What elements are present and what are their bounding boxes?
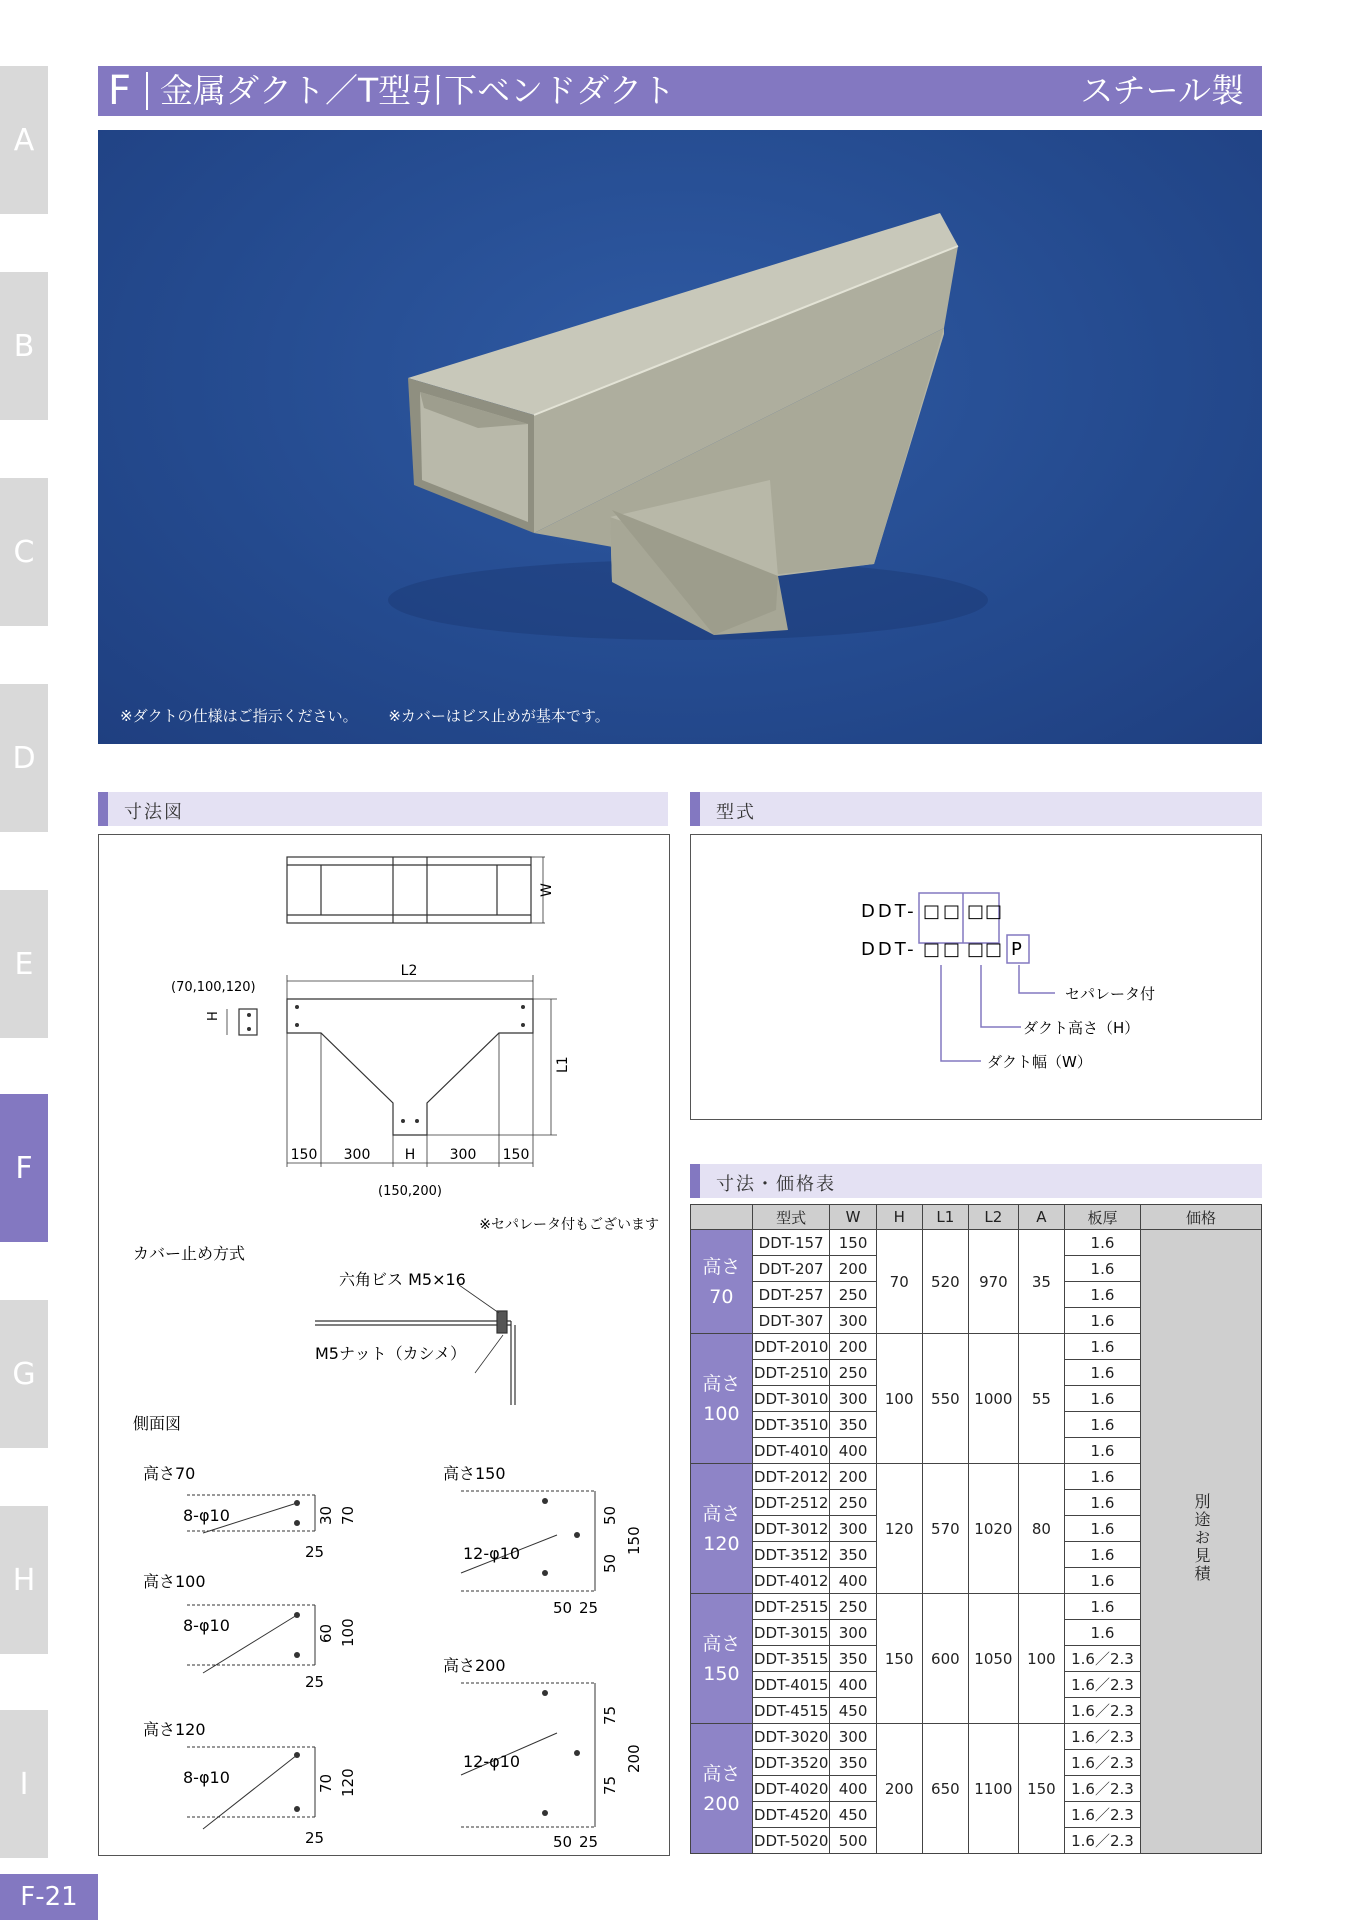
side-200-label: 高さ200 — [443, 1656, 506, 1675]
thickness-cell: 1.6 — [1064, 1490, 1140, 1516]
l2-cell: 1000 — [968, 1334, 1018, 1464]
section-letter: F — [108, 68, 132, 114]
model-cell: DDT-207 — [752, 1256, 830, 1282]
tab-f-label: F — [15, 1150, 33, 1186]
w-dim-label: W — [539, 883, 555, 897]
thickness-cell: 1.6／2.3 — [1064, 1802, 1140, 1828]
w-cell: 200 — [830, 1464, 876, 1490]
w-cell: 400 — [830, 1672, 876, 1698]
thickness-cell: 1.6 — [1064, 1308, 1140, 1334]
w-cell: 450 — [830, 1698, 876, 1724]
dimension-section-title: 寸法図 — [124, 802, 184, 823]
l1-cell: 570 — [922, 1464, 968, 1594]
tab-h-label: H — [12, 1562, 36, 1598]
side-70-offset: 25 — [305, 1543, 325, 1561]
thickness-cell: 1.6 — [1064, 1568, 1140, 1594]
w-cell: 350 — [830, 1646, 876, 1672]
model-cell: DDT-3510 — [752, 1412, 830, 1438]
side-200-holes: 12-φ10 — [463, 1752, 521, 1771]
h-cell: 70 — [876, 1230, 922, 1334]
group-label: 高さ 200 — [691, 1724, 753, 1854]
side-200-dim-a: 75 — [601, 1705, 619, 1725]
tab-d-label: D — [12, 740, 36, 776]
thickness-cell: 1.6 — [1064, 1542, 1140, 1568]
model-cell: DDT-3512 — [752, 1542, 830, 1568]
model-cell: DDT-2512 — [752, 1490, 830, 1516]
w-cell: 150 — [830, 1230, 876, 1256]
side-200-dim-b: 75 — [601, 1775, 619, 1795]
page-number: F-21 — [0, 1874, 98, 1920]
side-100-offset: 25 — [305, 1673, 325, 1691]
thickness-cell: 1.6／2.3 — [1064, 1698, 1140, 1724]
w-cell: 350 — [830, 1412, 876, 1438]
tab-a-label: A — [13, 122, 35, 158]
bottom-dim-1: 150 — [290, 1147, 318, 1163]
side-150-offset-b: 25 — [579, 1599, 599, 1617]
model-line1-box2: □ — [943, 901, 961, 922]
l1-dim-label: L1 — [555, 1056, 571, 1073]
model-cell: DDT-4015 — [752, 1672, 830, 1698]
bottom-dim-3: H — [404, 1147, 416, 1163]
model-cell: DDT-4020 — [752, 1776, 830, 1802]
side-200-offset-a: 50 — [553, 1833, 573, 1851]
group-label: 高さ 150 — [691, 1594, 753, 1724]
side-70-label: 高さ70 — [143, 1464, 196, 1483]
w-cell: 500 — [830, 1828, 876, 1854]
thickness-cell: 1.6 — [1064, 1282, 1140, 1308]
material-label: スチール製 — [1080, 71, 1244, 110]
l1-cell: 600 — [922, 1594, 968, 1724]
thickness-cell: 1.6 — [1064, 1230, 1140, 1256]
model-cell: DDT-2510 — [752, 1360, 830, 1386]
table-section-header — [690, 1164, 1262, 1198]
model-line2-box1: □ — [923, 939, 941, 960]
model-cell: DDT-2012 — [752, 1464, 830, 1490]
h-cell: 150 — [876, 1594, 922, 1724]
model-line1-prefix: DDT- — [861, 901, 917, 922]
model-line1-box1: □ — [923, 901, 941, 922]
cover-method-title: カバー止め方式 — [133, 1244, 246, 1263]
thickness-cell: 1.6／2.3 — [1064, 1828, 1140, 1854]
l2-cell: 970 — [968, 1230, 1018, 1334]
legend-separator: セパレータ付 — [1065, 985, 1156, 1003]
w-cell: 200 — [830, 1256, 876, 1282]
model-cell: DDT-3015 — [752, 1620, 830, 1646]
model-cell: DDT-4515 — [752, 1698, 830, 1724]
model-cell: DDT-3020 — [752, 1724, 830, 1750]
model-cell: DDT-157 — [752, 1230, 830, 1256]
side-150-holes: 12-φ10 — [463, 1544, 521, 1563]
page-title: 金属ダクト／T型引下ベンドダクト — [160, 71, 676, 110]
model-line2-prefix: DDT- — [861, 939, 917, 960]
dimension-section-header — [98, 792, 668, 826]
side-120-holes: 8-φ10 — [183, 1768, 230, 1787]
model-cell: DDT-3515 — [752, 1646, 830, 1672]
l2-cell: 1100 — [968, 1724, 1018, 1854]
thickness-cell: 1.6 — [1064, 1334, 1140, 1360]
table-row — [691, 1230, 1262, 1256]
side-70-dim-b: 70 — [339, 1505, 357, 1525]
side-100-label: 高さ100 — [143, 1572, 206, 1591]
model-section-title: 型式 — [716, 802, 756, 823]
header-l2: L2 — [968, 1205, 1018, 1230]
w-cell: 400 — [830, 1568, 876, 1594]
h-cell: 200 — [876, 1724, 922, 1854]
w-cell: 300 — [830, 1516, 876, 1542]
l2-dim-label: L2 — [400, 963, 418, 979]
thickness-cell: 1.6 — [1064, 1256, 1140, 1282]
screw-label: 六角ビス M5×16 — [339, 1270, 466, 1289]
tab-c[interactable] — [0, 478, 48, 626]
w-cell: 250 — [830, 1594, 876, 1620]
model-cell: DDT-3520 — [752, 1750, 830, 1776]
model-cell: DDT-307 — [752, 1308, 830, 1334]
spec-note: ※ダクトの仕様はご指示ください。 — [120, 707, 358, 725]
thickness-cell: 1.6 — [1064, 1438, 1140, 1464]
w-cell: 300 — [830, 1724, 876, 1750]
side-120-dim-b: 120 — [339, 1768, 357, 1797]
side-100-dim-a: 60 — [317, 1623, 335, 1643]
model-cell: DDT-4010 — [752, 1438, 830, 1464]
w-cell: 400 — [830, 1776, 876, 1802]
thickness-cell: 1.6 — [1064, 1464, 1140, 1490]
w-cell: 450 — [830, 1802, 876, 1828]
side-200-offset-b: 25 — [579, 1833, 599, 1851]
tab-i-label: I — [19, 1766, 29, 1802]
side-150-dim-b: 50 — [601, 1553, 619, 1573]
price-cell — [1140, 1230, 1261, 1854]
tab-f[interactable] — [0, 1094, 48, 1242]
title-bar — [98, 66, 1262, 116]
header-w: W — [830, 1205, 876, 1230]
w-cell: 300 — [830, 1386, 876, 1412]
w-cell: 250 — [830, 1490, 876, 1516]
side-150-dim-c: 150 — [625, 1526, 643, 1555]
duct-illustration — [98, 130, 1262, 744]
tab-b[interactable] — [0, 272, 48, 420]
tab-g-label: G — [12, 1356, 36, 1392]
header-model: 型式 — [752, 1205, 830, 1230]
w-cell: 200 — [830, 1334, 876, 1360]
tab-h[interactable] — [0, 1506, 48, 1654]
h-cell: 120 — [876, 1464, 922, 1594]
header-l1: L1 — [922, 1205, 968, 1230]
nut-label: M5ナット（カシメ） — [315, 1344, 467, 1363]
model-line2-box4: □ — [985, 939, 1003, 960]
model-code-svg — [691, 835, 1261, 1119]
model-cell: DDT-2515 — [752, 1594, 830, 1620]
header-a: A — [1018, 1205, 1064, 1230]
model-cell: DDT-3010 — [752, 1386, 830, 1412]
group-label: 高さ 100 — [691, 1334, 753, 1464]
w-cell: 300 — [830, 1308, 876, 1334]
header-h: H — [876, 1205, 922, 1230]
model-line2-box2: □ — [943, 939, 961, 960]
header-thickness: 板厚 — [1064, 1205, 1140, 1230]
a-cell: 35 — [1018, 1230, 1064, 1334]
w-cell: 400 — [830, 1438, 876, 1464]
model-line1-box3: □ — [967, 901, 985, 922]
header-price: 価格 — [1140, 1205, 1261, 1230]
group-label: 高さ 120 — [691, 1464, 753, 1594]
header-group — [691, 1205, 753, 1230]
model-suffix: P — [1011, 939, 1022, 960]
l1-cell: 520 — [922, 1230, 968, 1334]
tab-g[interactable] — [0, 1300, 48, 1448]
tab-d[interactable] — [0, 684, 48, 832]
thickness-cell: 1.6／2.3 — [1064, 1776, 1140, 1802]
side-120-label: 高さ120 — [143, 1720, 206, 1739]
w-cell: 350 — [830, 1542, 876, 1568]
w-cell: 250 — [830, 1282, 876, 1308]
side-150-label: 高さ150 — [443, 1464, 506, 1483]
side-150-dim-a: 50 — [601, 1505, 619, 1525]
thickness-cell: 1.6／2.3 — [1064, 1750, 1140, 1776]
side-100-dim-b: 100 — [339, 1618, 357, 1647]
model-code-box — [690, 834, 1262, 1120]
l1-cell: 650 — [922, 1724, 968, 1854]
price-table-body — [691, 1230, 1262, 1854]
thickness-cell: 1.6 — [1064, 1594, 1140, 1620]
price-note: 別途お見積 — [1191, 1493, 1211, 1583]
side-view-title: 側面図 — [133, 1414, 182, 1433]
model-cell: DDT-4520 — [752, 1802, 830, 1828]
model-cell: DDT-257 — [752, 1282, 830, 1308]
side-150-offset-a: 50 — [553, 1599, 573, 1617]
dimension-drawing — [98, 834, 670, 1856]
bottom-dim-5: 150 — [502, 1147, 530, 1163]
thickness-cell: 1.6 — [1064, 1412, 1140, 1438]
photo-notes — [120, 705, 636, 726]
l1-cell: 550 — [922, 1334, 968, 1464]
separator-note: ※セパレータ付もございます — [479, 1217, 659, 1233]
l2-cell: 1050 — [968, 1594, 1018, 1724]
product-photo — [98, 130, 1262, 744]
legend-height: ダクト高さ（H） — [1023, 1019, 1140, 1037]
tab-c-label: C — [13, 534, 35, 570]
side-120-dim-a: 70 — [317, 1773, 335, 1793]
h-profile-label: H — [206, 1011, 221, 1021]
tab-e-label: E — [14, 946, 34, 982]
title-divider — [146, 72, 148, 110]
dimension-svg — [99, 835, 669, 1855]
thickness-cell: 1.6／2.3 — [1064, 1724, 1140, 1750]
thickness-cell: 1.6／2.3 — [1064, 1672, 1140, 1698]
w-cell: 300 — [830, 1620, 876, 1646]
thickness-cell: 1.6 — [1064, 1360, 1140, 1386]
table-header-row — [691, 1205, 1262, 1230]
thickness-cell: 1.6 — [1064, 1516, 1140, 1542]
tab-a[interactable] — [0, 66, 48, 214]
h-options-label: (70,100,120) — [171, 980, 256, 995]
side-120-offset: 25 — [305, 1829, 325, 1847]
l2-cell: 1020 — [968, 1464, 1018, 1594]
table-section-title: 寸法・価格表 — [716, 1174, 836, 1195]
thickness-cell: 1.6／2.3 — [1064, 1646, 1140, 1672]
a-cell: 150 — [1018, 1724, 1064, 1854]
h-cell: 100 — [876, 1334, 922, 1464]
price-table — [690, 1204, 1262, 1854]
side-70-dim-a: 30 — [317, 1505, 335, 1525]
tab-e[interactable] — [0, 890, 48, 1038]
a-cell: 80 — [1018, 1464, 1064, 1594]
tab-b-label: B — [13, 328, 35, 364]
thickness-cell: 1.6 — [1064, 1620, 1140, 1646]
model-cell: DDT-5020 — [752, 1828, 830, 1854]
legend-width: ダクト幅（W） — [987, 1053, 1092, 1071]
a-cell: 100 — [1018, 1594, 1064, 1724]
model-cell: DDT-3012 — [752, 1516, 830, 1542]
w-cell: 250 — [830, 1360, 876, 1386]
cover-note: ※カバーはビス止めが基本です。 — [388, 707, 610, 725]
bottom-dim-2: 300 — [343, 1147, 371, 1163]
side-100-holes: 8-φ10 — [183, 1616, 230, 1635]
model-cell: DDT-4012 — [752, 1568, 830, 1594]
model-cell: DDT-2010 — [752, 1334, 830, 1360]
tab-i[interactable] — [0, 1710, 48, 1858]
model-line2-box3: □ — [967, 939, 985, 960]
bottom-dim-4: 300 — [449, 1147, 477, 1163]
h-bottom-options: (150,200) — [378, 1184, 442, 1199]
model-line1-box4: □ — [985, 901, 1003, 922]
w-cell: 350 — [830, 1750, 876, 1776]
a-cell: 55 — [1018, 1334, 1064, 1464]
side-200-dim-c: 200 — [625, 1744, 643, 1773]
thickness-cell: 1.6 — [1064, 1386, 1140, 1412]
group-label: 高さ 70 — [691, 1230, 753, 1334]
side-70-holes: 8-φ10 — [183, 1506, 230, 1525]
model-section-header — [690, 792, 1262, 826]
